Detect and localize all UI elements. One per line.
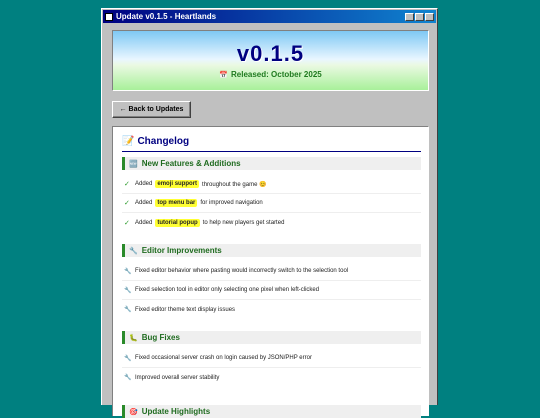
changelog-title-text: Changelog <box>137 136 190 147</box>
wrench-icon: 🔧 <box>124 287 132 294</box>
list-item <box>122 213 421 232</box>
item-text: Fixed editor behavior where pasting would incorrectly switch to the selection tool <box>135 268 349 274</box>
item-text: Added <box>135 181 153 187</box>
item-highlight: top menu bar <box>157 200 196 206</box>
list-item <box>122 194 421 213</box>
item-text: to help new players get started <box>202 219 285 226</box>
release-date-text: Released: October 2025 <box>231 70 322 79</box>
list-item <box>122 349 421 368</box>
item-highlight: emoji support <box>157 181 198 187</box>
calendar-icon: 📅 <box>219 72 228 79</box>
wrench-icon: 🔧 <box>124 268 132 275</box>
section-update-highlights <box>122 405 421 418</box>
check-icon: ✓ <box>124 219 130 227</box>
section-new-features <box>122 157 421 170</box>
title-bar[interactable] <box>103 10 436 23</box>
wrench-icon: 🔧 <box>129 247 138 255</box>
list-item <box>122 368 421 387</box>
item-text: Improved overall server stability <box>135 374 220 381</box>
changelog-panel <box>112 126 429 416</box>
version-header <box>112 30 429 91</box>
section-heading: Editor Improvements <box>141 246 222 255</box>
section-heading: Bug Fixes <box>141 333 180 342</box>
check-icon: ✓ <box>124 200 130 207</box>
section-editor-improvements <box>122 244 421 257</box>
list-item <box>122 300 421 319</box>
new-icon: 🆕 <box>129 160 138 168</box>
section-heading: Update Highlights <box>141 407 211 416</box>
bug-icon: 🐛 <box>129 334 138 342</box>
item-text: Added <box>135 200 153 206</box>
wrench-icon: 🔧 <box>124 375 132 381</box>
title-divider <box>122 151 421 152</box>
document-icon <box>105 13 113 21</box>
target-icon: 🎯 <box>129 408 138 416</box>
item-text: Added <box>135 219 153 226</box>
version-number: v0.1.5 <box>236 41 305 66</box>
update-window <box>101 8 438 416</box>
item-text: throughout the game 😊 <box>202 181 267 188</box>
section-heading: New Features & Additions <box>141 159 241 168</box>
item-text: for improved navigation <box>200 200 263 206</box>
memo-icon: 📝 <box>122 136 135 147</box>
close-button[interactable] <box>425 13 434 21</box>
item-text: Fixed selection tool in editor only selecting one pixel when left-clicked <box>135 287 320 293</box>
list-item <box>122 262 421 281</box>
maximize-button[interactable] <box>415 13 424 21</box>
list-item <box>122 175 421 194</box>
wrench-icon: 🔧 <box>124 355 132 362</box>
release-date <box>113 70 428 79</box>
item-text: Fixed editor theme text display issues <box>135 306 236 313</box>
minimize-button[interactable] <box>405 13 414 21</box>
item-highlight: tutorial popup <box>157 219 198 226</box>
wrench-icon: 🔧 <box>124 307 132 313</box>
changelog-title <box>122 136 189 147</box>
window-title: Update v0.1.5 - Heartlands <box>116 12 217 21</box>
back-to-updates-button[interactable]: ← Back to Updates <box>112 101 191 118</box>
section-bug-fixes <box>122 331 421 344</box>
list-item <box>122 281 421 300</box>
check-icon: ✓ <box>124 181 130 188</box>
item-text: Fixed occasional server crash on login caused by JSON/PHP error <box>135 355 312 361</box>
